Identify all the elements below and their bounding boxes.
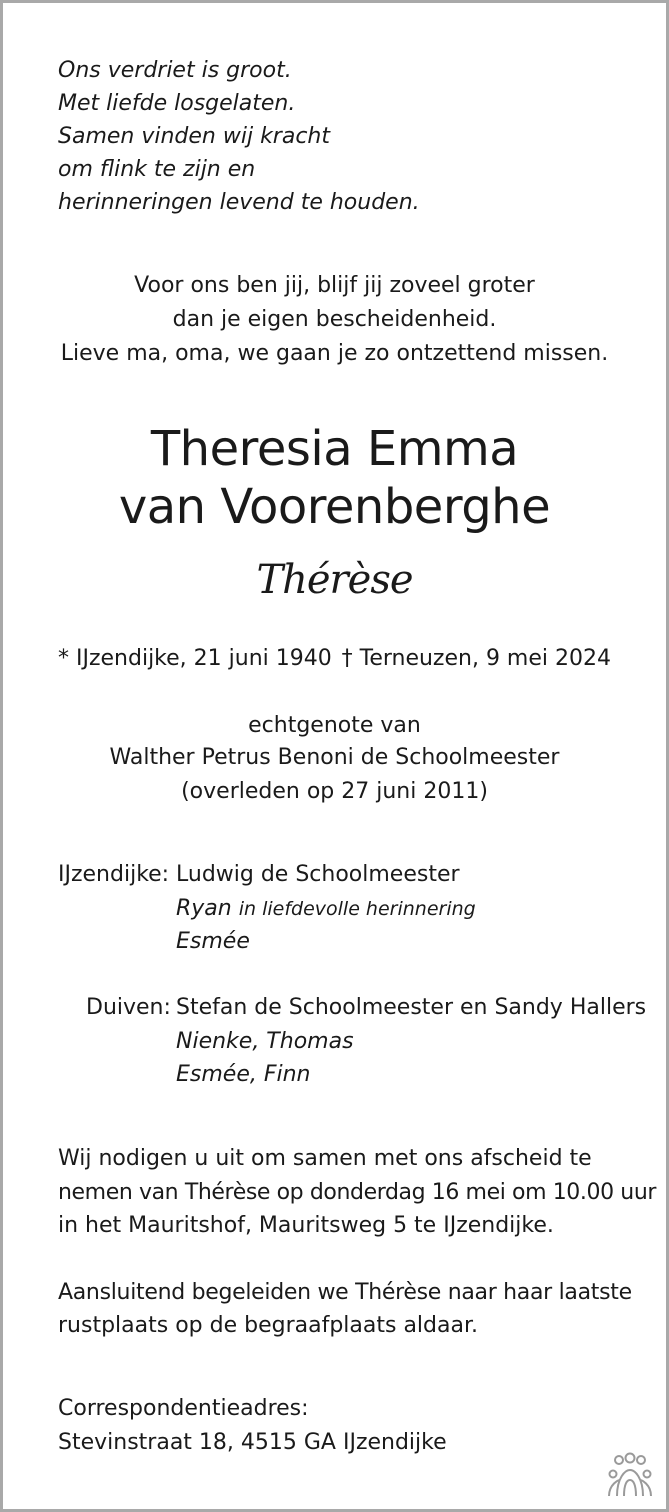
- tribute-line: dan je eigen bescheidenheid.: [172, 307, 497, 332]
- deceased-name-line2: van Voorenberghe: [118, 479, 551, 535]
- deceased-name-line1: Theresia Emma: [150, 421, 519, 477]
- family-child: [176, 892, 476, 926]
- burial-line: Aansluitend begeleiden we Thérèse naar haar laatste: [58, 1280, 632, 1305]
- poem-line: herinneringen levend te houden.: [58, 190, 420, 215]
- poem-line: Samen vinden wij kracht: [58, 124, 331, 149]
- family-place: IJzendijke:: [58, 862, 170, 887]
- spouse-name: Walther Petrus Benoni de Schoolmeester: [109, 745, 560, 770]
- deceased-nickname: Thérèse: [256, 557, 413, 603]
- family-main: Stefan de Schoolmeester en Sandy Hallers: [176, 995, 647, 1020]
- birth-info: * IJzendijke, 21 juni 1940: [58, 646, 332, 671]
- family-main: Ludwig de Schoolmeester: [176, 862, 460, 887]
- poem-line: Ons verdriet is groot.: [58, 58, 292, 83]
- poem-line: Met liefde losgelaten.: [58, 91, 296, 116]
- death-info: † Terneuzen, 9 mei 2024: [341, 646, 611, 671]
- child-note: in liefdevolle herinnering: [238, 898, 476, 920]
- tribute-line: Lieve ma, oma, we gaan je zo ontzettend missen.: [60, 341, 609, 366]
- address-label: Correspondentieadres:: [58, 1396, 309, 1421]
- family-place: Duiven:: [86, 995, 171, 1020]
- invitation-line: nemen van Thérèse op donderdag 16 mei om 10.00 uur: [58, 1180, 657, 1205]
- child-name: Ryan: [176, 896, 232, 921]
- burial-line: rustplaats op de begraafplaats aldaar.: [58, 1313, 478, 1338]
- family-child: Esmée, Finn: [176, 1062, 311, 1087]
- family-child: Esmée: [176, 929, 250, 954]
- invitation-line: in het Mauritshof, Mauritsweg 5 te IJzendijke.: [58, 1213, 554, 1238]
- people-logo-icon: [605, 1452, 655, 1500]
- address-value: Stevinstraat 18, 4515 GA IJzendijke: [58, 1430, 447, 1455]
- invitation-line: Wij nodigen u uit om samen met ons afscheid te: [58, 1146, 592, 1171]
- poem-line: om flink te zijn en: [58, 157, 256, 182]
- family-child: Nienke, Thomas: [176, 1029, 354, 1054]
- spouse-intro: echtgenote van: [248, 713, 421, 738]
- tribute-line: Voor ons ben jij, blijf jij zoveel groter: [134, 273, 535, 298]
- spouse-note: (overleden op 27 juni 2011): [181, 779, 488, 804]
